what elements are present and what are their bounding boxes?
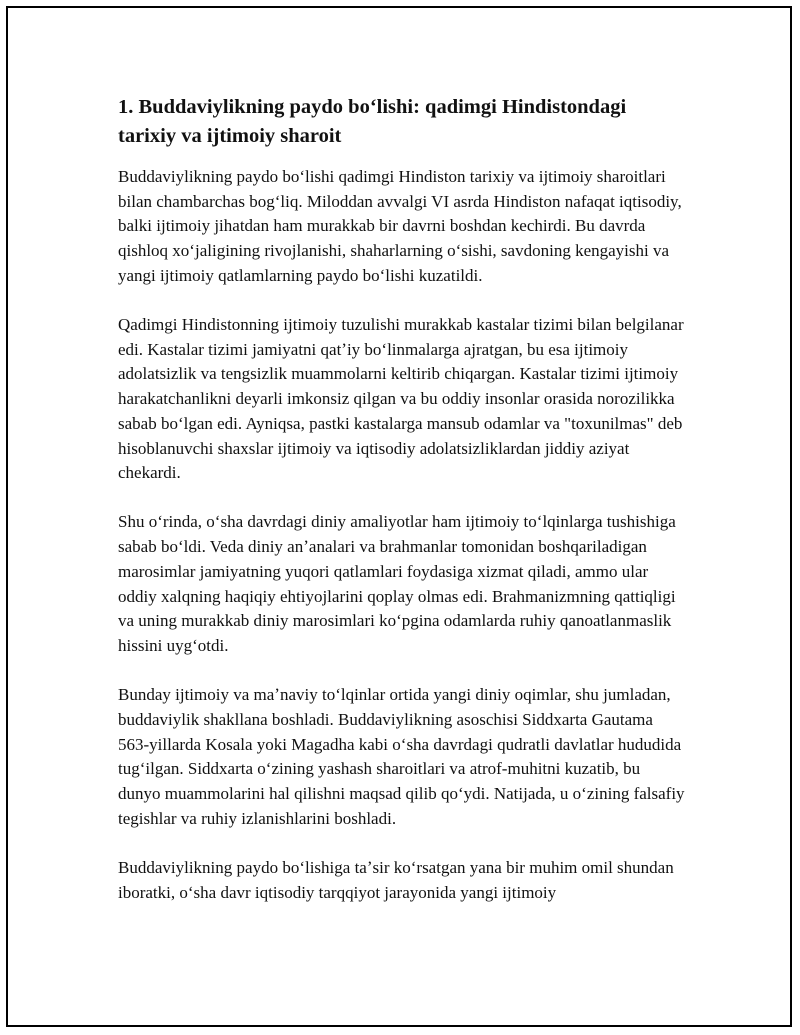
document-body bbox=[118, 93, 686, 930]
paragraph-2: Qadimgi Hindistonning ijtimoiy tuzulishi murakkab kastalar tizimi bilan belgilanar edi. Kastalar tizimi jamiyatni qatʼiy boʻlinmalarga ajratgan, bu esa ijtimoiy adolatsizlik va tengsizlik muammolarni keltirib chiqargan. Kastalar tizimi ijtimoiy harakatchanlikni deyarli imkonsiz qilgan va bu oddiy insonlar orasida norozilikka sabab boʻlgan edi. Ayniqsa, pastki kastalarga mansub odamlar va "toxunilmas" deb hisoblanuvchi shaxslar ijtimoiy va iqtisodiy adolatsizliklardan jiddiy aziyat chekardi. bbox=[118, 315, 684, 483]
paragraph-4: Bunday ijtimoiy va maʼnaviy toʻlqinlar ortida yangi diniy oqimlar, shu jumladan, buddaviylik shakllana boshladi. Buddaviylikning asoschisi Siddxarta Gautama 563-yillarda Kosala yoki Magadha kabi oʻsha davrdagi qudratli davlatlar hududida tugʻilgan. Siddxarta oʻzining yashash sharoitlari va atrof-muhitni kuzatib, bu dunyo muammolarini hal qilishni maqsad qilib qoʻydi. Natijada, u oʻzining falsafiy tegishlar va ruhiy izlanishlarini boshladi. bbox=[118, 685, 685, 828]
section-heading: 1. Buddaviylikning paydo boʻlishi: qadimgi Hindistondagi tarixiy va ijtimoiy sharoit bbox=[118, 96, 627, 147]
paragraph-3: Shu oʻrinda, oʻsha davrdagi diniy amaliyotlar ham ijtimoiy toʻlqinlarga tushishiga sabab boʻldi. Veda diniy anʼanalari va brahmanlar tomonidan boshqariladigan marosimlar jamiyatning yuqori qatlamlari foydasiga xizmat qiladi, ammo ular oddiy xalqning haqiqiy ehtiyojlarini qoplay olmas edi. Brahmanizmning qattiqligi va uning murakkab diniy marosimlari koʻpgina odamlarda ruhiy qanoatlanmaslik hissini uygʻotdi. bbox=[118, 512, 676, 655]
paragraph-5: Buddaviylikning paydo boʻlishiga taʼsir koʻrsatgan yana bir muhim omil shundan iboratki, oʻsha davr iqtisodiy tarqqiyot jarayonida yangi ijtimoiy bbox=[118, 857, 674, 902]
paragraph-1: Buddaviylikning paydo boʻlishi qadimgi Hindiston tarixiy va ijtimoiy sharoitlari bilan chambarchas bogʻliq. Miloddan avvalgi VI asrda Hindiston nafaqat iqtisodiy, balki ijtimoiy jihatdan ham murakkab bir davrni boshdan kechirdi. Bu davrda qishloq xoʻjaligining rivojlanishi, shaharlarning oʻsishi, savdoning kengayishi va yangi ijtimoiy qatlamlarning paydo boʻlishi kuzatildi. bbox=[118, 167, 682, 285]
